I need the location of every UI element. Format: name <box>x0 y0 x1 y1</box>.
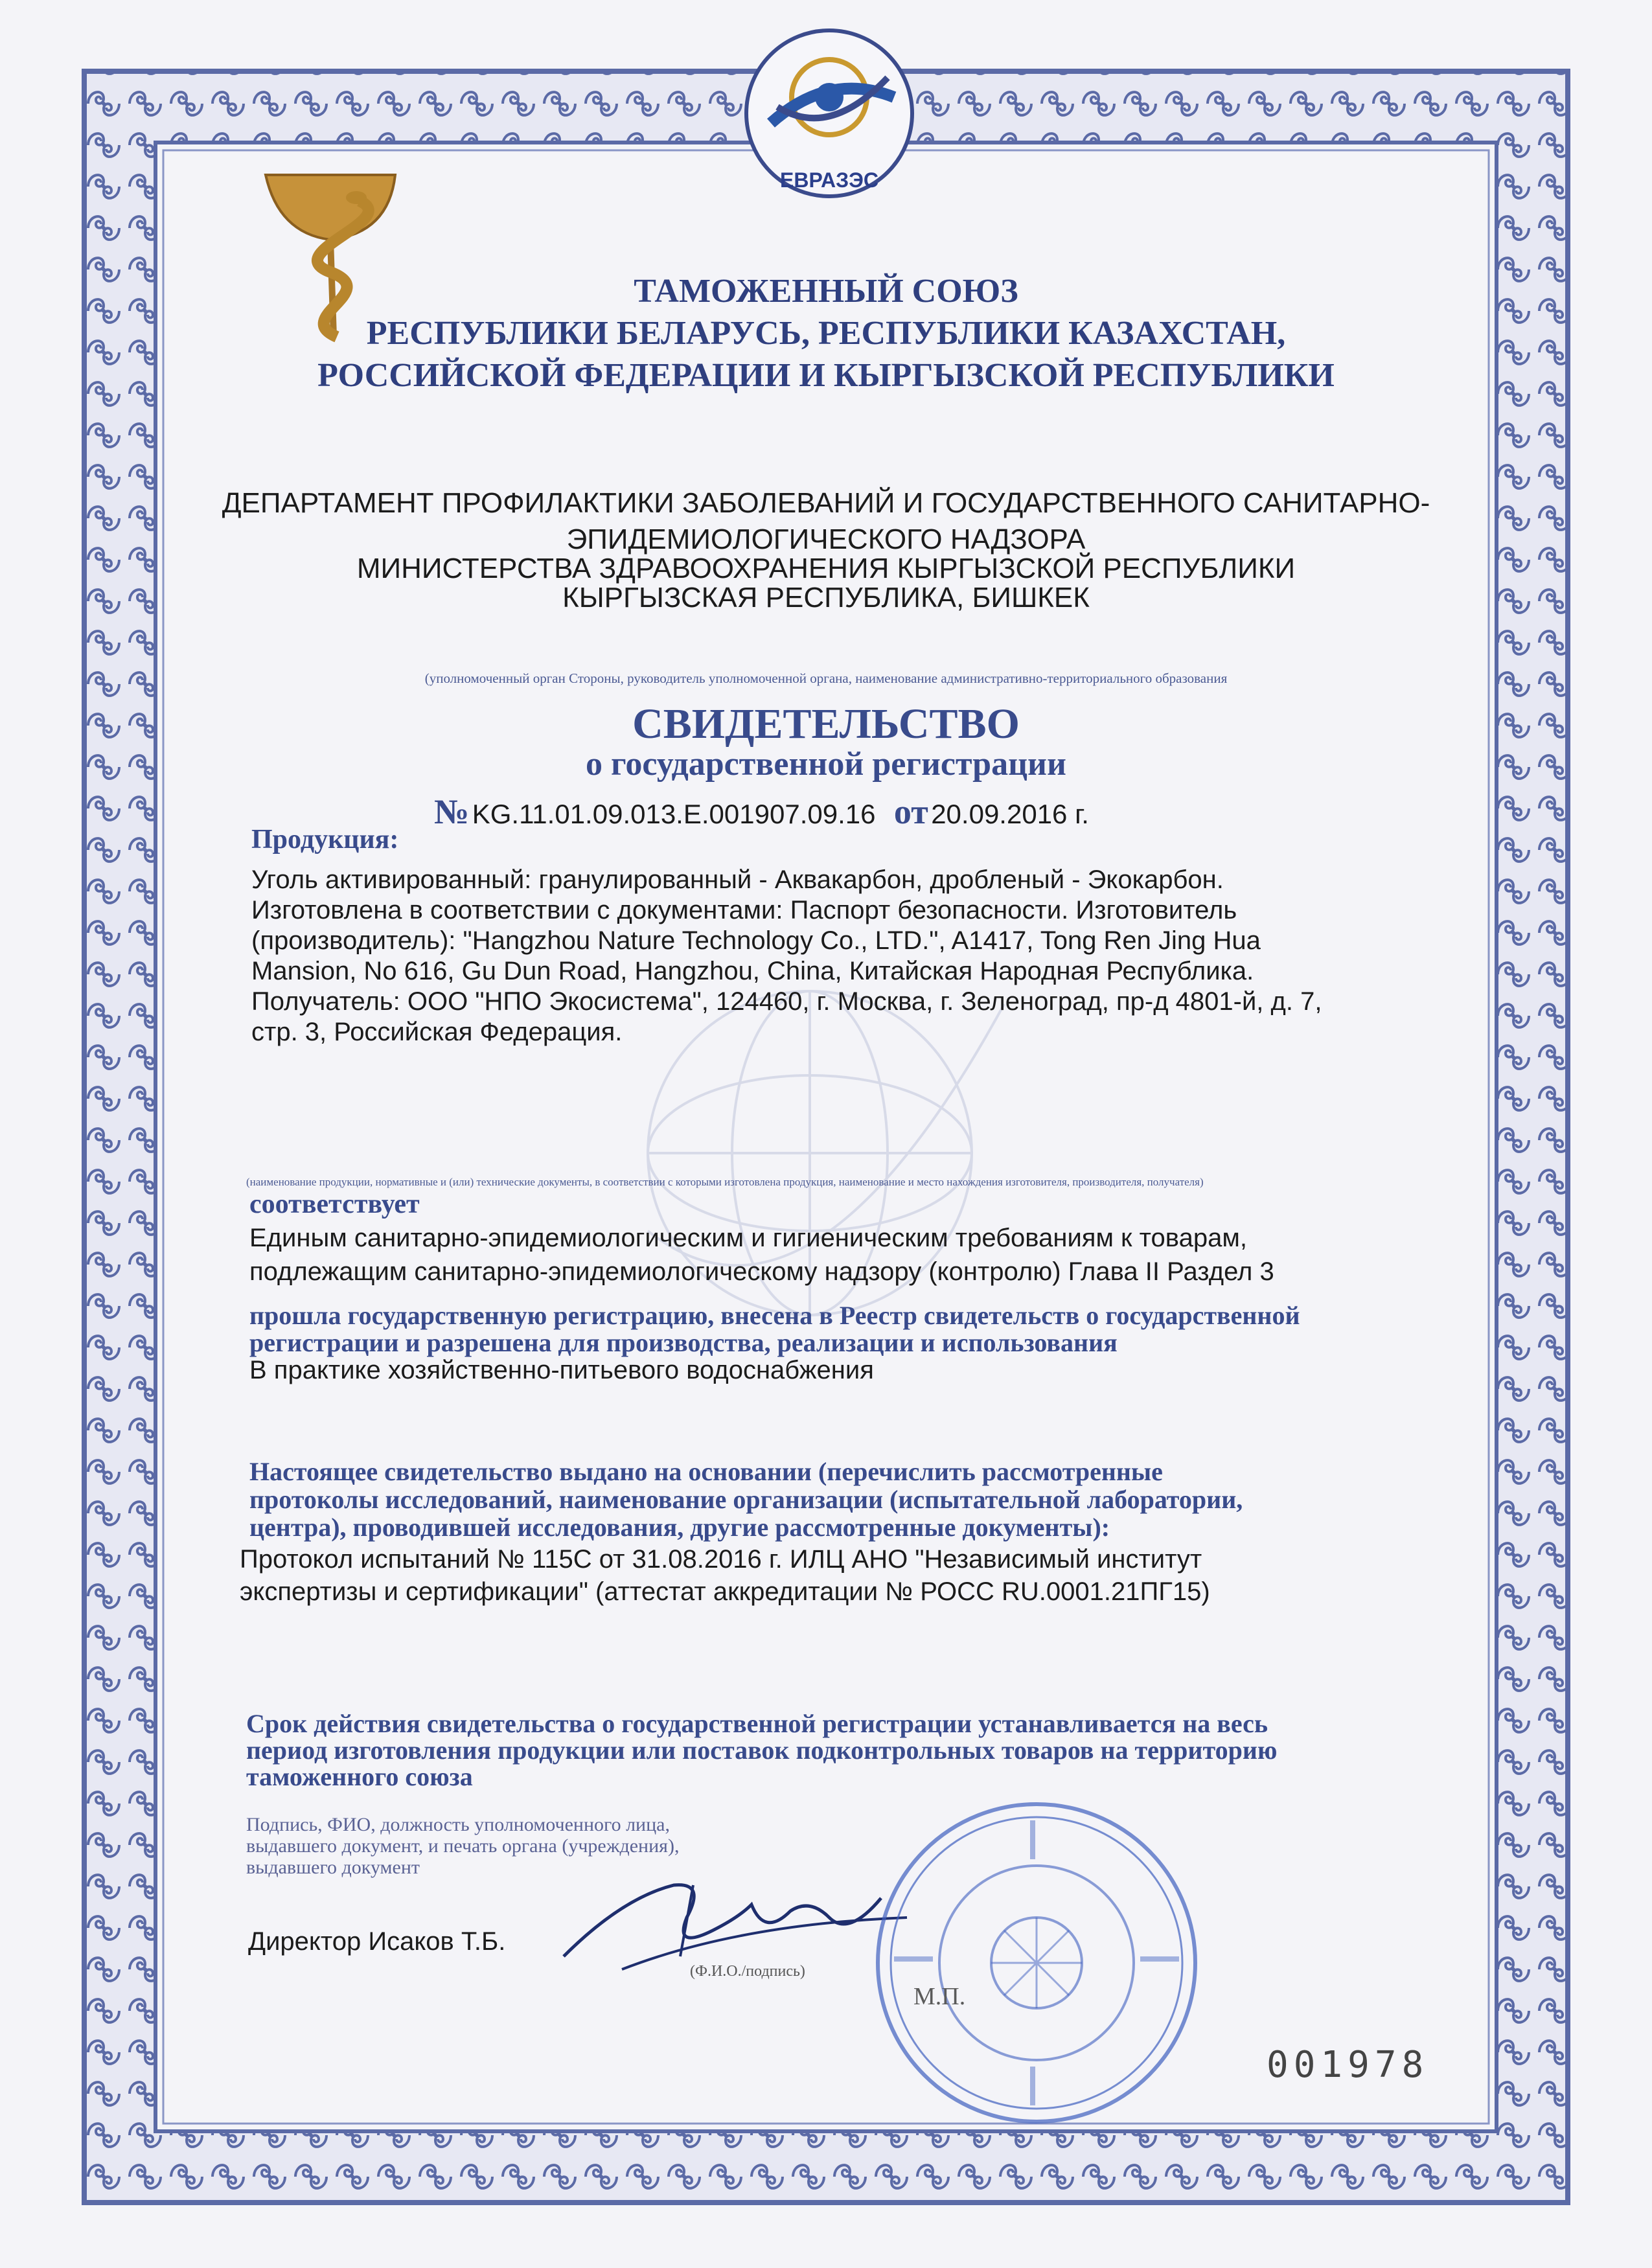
basis-heading-line: Настоящее свидетельство выдано на основании (перечислить рассмотренные <box>249 1457 1163 1486</box>
validity-block <box>246 1710 1477 1790</box>
department-line-2: ЭПИДЕМИОЛОГИЧЕСКОГО НАДЗОРА <box>566 523 1086 555</box>
product-line: (производитель): "Hangzhou Nature Technology Co., LTD.", A1417, Tong Ren Jing Hua <box>251 926 1261 955</box>
fio-caption: (Ф.И.О./подпись) <box>690 1963 805 1980</box>
department-caption: (уполномоченный орган Стороны, руководитель уполномоченной органа, наименование административно-территориального образования <box>424 670 1228 686</box>
product-caption: (наименование продукции, нормативные и (или) технические документы, в соответствии с которыми изготовлена продукция, наименование и место нахождения изготовителя, производителя, получателя) <box>246 1176 1204 1188</box>
product-line: Уголь активированный: гранулированный - Аквакарбон, дробленый - Экокарбон. <box>251 865 1224 894</box>
certificate-date: 20.09.2016 г. <box>931 799 1089 829</box>
conformity-line: подлежащим санитарно-эпидемиологическому надзору (контролю) Глава II Раздел 3 <box>249 1257 1274 1286</box>
validity-line: Срок действия свидетельства о государственной регистрации устанавливается на весь <box>246 1709 1268 1738</box>
number-prefix: № <box>434 792 470 831</box>
product-heading: Продукция: <box>251 825 399 854</box>
conformity-line: Единым санитарно-эпидемиологическим и гигиеническим требованиям к товарам, <box>249 1224 1247 1252</box>
eurasec-logo-text: ЕВРАЗЭС <box>779 168 878 192</box>
product-line: Изготовлена в соответствии с документами: Паспорт безопасности. Изготовитель <box>251 896 1237 924</box>
signer-name: Директор Исаков Т.Б. <box>248 1927 506 1956</box>
registration-heading-line: прошла государственную регистрацию, внесена в Реестр свидетельств о государственной <box>249 1301 1300 1330</box>
product-line: Получатель: ООО "НПО Экосистема", 124460, г. Москва, г. Зеленоград, пр-д 4801-й, д. 7, <box>251 987 1322 1016</box>
registration-heading <box>249 1302 1480 1357</box>
official-seal <box>868 1794 1205 2131</box>
product-line: Mansion, No 616, Gu Dun Road, Hangzhou, China, Китайская Народная Республика. <box>251 957 1254 985</box>
conformity-block <box>249 1221 1448 1289</box>
product-block <box>251 865 1450 1048</box>
registration-heading-line: регистрации и разрешена для производства, реализации и использования <box>249 1328 1118 1357</box>
basis-line: Протокол испытаний № 115С от 31.08.2016 г. ИЛЦ АНО "Независимый институт <box>240 1545 1202 1574</box>
signature-caption-line: выдавшего документ, и печать органа (учреждения), <box>246 1835 680 1857</box>
basis-heading <box>249 1458 1480 1541</box>
certificate-number-row <box>434 792 1341 830</box>
basis-line: экспертизы и сертификации" (аттестат аккредитации № РОСС RU.0001.21ПГ15) <box>240 1577 1210 1606</box>
date-prefix: от <box>893 792 928 831</box>
validity-line: период изготовления продукции или поставок подконтрольных товаров на территорию <box>246 1735 1278 1765</box>
eurasec-logo <box>732 26 926 201</box>
department-line-4: КЫРГЫЗСКАЯ РЕСПУБЛИКА, БИШКЕК <box>562 582 1090 613</box>
basis-heading-line: центра), проводившей исследования, другие рассмотренные документы): <box>249 1513 1110 1542</box>
signature-caption-line: Подпись, ФИО, должность уполномоченного лица, <box>246 1814 670 1835</box>
product-line: стр. 3, Российская Федерация. <box>251 1018 623 1046</box>
certificate-number: KG.11.01.09.013.E.001907.09.16 <box>472 799 876 829</box>
basis-text <box>240 1543 1458 1608</box>
department-line-3: МИНИСТЕРСТВА ЗДРАВООХРАНЕНИЯ КЫРГЫЗСКОЙ РЕСПУБЛИКИ <box>356 553 1296 584</box>
header-line-2: РЕСПУБЛИКИ БЕЛАРУСЬ, РЕСПУБЛИКИ КАЗАХСТАН, <box>366 315 1286 352</box>
conformity-heading: соответствует <box>249 1189 420 1219</box>
certificate-title: СВИДЕТЕЛЬСТВО <box>632 700 1020 748</box>
validity-line: таможенного союза <box>246 1762 473 1791</box>
registration-text: В практике хозяйственно-питьевого водоснабжения <box>249 1356 874 1384</box>
certificate-subtitle: о государственной регистрации <box>586 746 1066 783</box>
serial-number: 001978 <box>1267 2044 1429 2086</box>
basis-heading-line: протоколы исследований, наименование организации (испытательной лаборатории, <box>249 1485 1243 1514</box>
mp-label: М.П. <box>913 1983 966 2010</box>
header-line-1: ТАМОЖЕННЫЙ СОЮЗ <box>634 273 1018 310</box>
signature-caption-line: выдавшего документ <box>246 1857 420 1878</box>
department-line-1: ДЕПАРТАМЕНТ ПРОФИЛАКТИКИ ЗАБОЛЕВАНИЙ И ГОСУДАРСТВЕННОГО САНИТАРНО- <box>222 487 1430 519</box>
header-line-3: РОССИЙСКОЙ ФЕДЕРАЦИИ И КЫРГЫЗСКОЙ РЕСПУБЛИКИ <box>317 357 1335 394</box>
